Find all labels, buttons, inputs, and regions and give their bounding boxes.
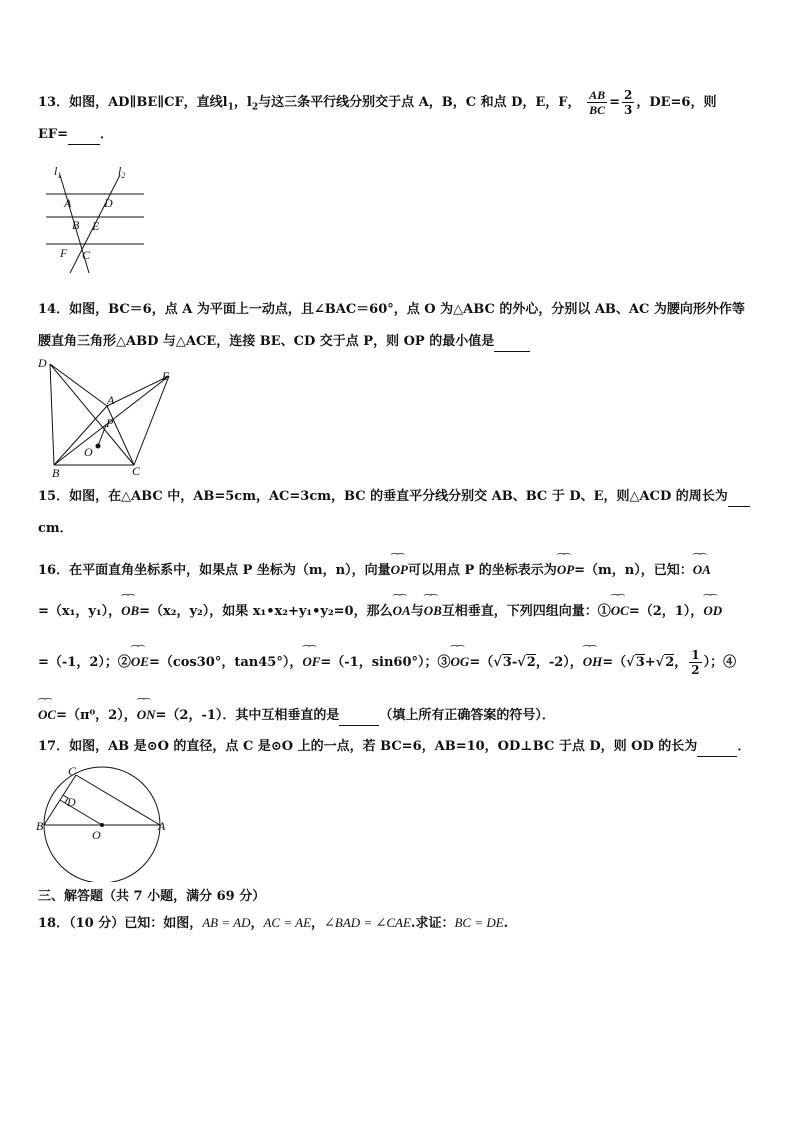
q13-text-b: ，l <box>233 95 252 110</box>
q18-math-ab-ad: AB = AD <box>202 915 251 930</box>
q14-label-E: E <box>162 369 170 383</box>
q14-answer-blank[interactable] <box>494 337 530 352</box>
q16-vector-OP: ⌒⌒ OP <box>391 556 408 580</box>
q15-text-1: 15．如图，在△ABC 中，AB=5cm，AC=3cm，BC 的垂直平分线分别交 AB、BC 于 D、E，则△ACD 的周长为 <box>38 489 728 504</box>
q17-answer-blank[interactable] <box>697 742 737 757</box>
q16-vector-OE: ⌒⌒ OE <box>131 648 149 672</box>
q14-line2 <box>38 332 530 352</box>
q13-figure <box>40 163 150 283</box>
q16-vector-OC: ⌒⌒ OC <box>38 701 56 725</box>
q17-text-a: 17．如图，AB 是⊙O 的直径，点 C 是⊙O 上的一点，若 BC=6，AB=10，OD⊥BC 于点 D，则 OD 的长为 <box>38 739 698 754</box>
q18-math-ac-ae: AC = AE <box>263 915 312 930</box>
q13-label-F: F <box>60 246 68 260</box>
q14-label-B: B <box>52 466 60 480</box>
q15-line2 <box>38 519 73 539</box>
q18-line1: 18．（10 分）已知：如图，AB = AD，AC = AE，∠BAD = ∠CAE.求证：BC = DE. <box>38 915 509 931</box>
q14-text-2: 腰直角三角形△ABD 与△ACE，连接 BE、CD 交于点 P，则 OP 的最小值是 <box>38 334 495 349</box>
q13-text-e: EF= <box>38 127 69 142</box>
section3-heading: 三、解答题（共 7 小题，满分 69 分） <box>38 889 266 904</box>
q17-label-A: A <box>158 819 166 833</box>
q16-vector-OD: ⌒⌒ OD <box>703 597 722 621</box>
q13-fraction-ab-bc: $\frac{AB}{BC}$ <box>589 88 606 117</box>
q18-math-bc-de: BC = DE <box>454 915 504 930</box>
q18-math-angles: ∠BAD = ∠CAE <box>324 915 411 930</box>
q14-line1 <box>38 300 745 320</box>
q13-text-a: 13．如图，AD∥BE∥CF，直线l <box>38 95 228 110</box>
q13-label-l1: $l_1$ <box>54 164 62 180</box>
q13-label-C: C <box>82 248 91 262</box>
q13-line1 <box>38 88 716 118</box>
q16-vector-OH: ⌒⌒ OH <box>583 648 603 672</box>
q16-vector-OB: ⌒⌒ OB <box>424 597 442 621</box>
q16-sqrt3: 3 <box>502 655 512 670</box>
q13-label-D: D <box>104 196 113 210</box>
q13-fraction-2-3: $\frac{2}{3}$ <box>623 88 633 117</box>
q14-label-C: C <box>132 464 141 478</box>
q16-sqrt2: 2 <box>526 655 536 670</box>
q13-text-d: ，DE=6，则 <box>636 95 717 110</box>
q13-answer-blank[interactable] <box>68 130 100 145</box>
q17-label-C: C <box>68 764 77 778</box>
q16-line2: =（x₁，y₁），⌒⌒ OB=（x₂，y₂），如果 x₁•x₂+y₁•y₂=0，那么⌒⌒ OA与⌒⌒ OB互相垂直，下列四组向量：①⌒⌒ OC=（2，1），⌒⌒ OD <box>38 597 722 622</box>
q17-figure <box>36 764 171 882</box>
q17-label-D: D <box>67 795 76 809</box>
q13-label-l2: $l_2$ <box>118 164 126 180</box>
q14-label-D: D <box>38 356 47 370</box>
q16-vector-OC: ⌒⌒ OC <box>611 597 629 621</box>
q16-fraction-half: $\frac{1}{2}$ <box>691 648 700 677</box>
q13-text-c: 与这三条平行线分别交于点 A，B，C 和点 D，E，F， <box>258 95 581 110</box>
q16-answer-blank[interactable] <box>339 711 379 726</box>
q16-vector-ON: ⌒⌒ ON <box>137 701 156 725</box>
q14-label-O: O <box>84 445 93 459</box>
q13-line2 <box>38 125 113 145</box>
q16-line1: 16．在平面直角坐标系中，如果点 P 坐标为（m，n），向量⌒⌒ OP可以用点 P 的坐标表示为⌒⌒ OP=（m，n），已知：⌒⌒ OA <box>38 556 711 581</box>
q17-label-B: B <box>36 819 44 833</box>
q13-label-A: A <box>64 196 72 210</box>
q16-line4: ⌒⌒ OC=（π⁰，2），⌒⌒ ON=（2，-1）．其中互相垂直的是 （填上所有正确答案的符号）． <box>38 701 555 726</box>
q13-label-E: E <box>92 219 100 233</box>
q16-vector-OP: ⌒⌒ OP <box>557 556 574 580</box>
q16-vector-OB: ⌒⌒ OB <box>121 597 139 621</box>
q15-answer-blank[interactable] <box>728 492 750 507</box>
q13-label-B: B <box>72 218 80 232</box>
q14-label-A: A <box>107 393 115 407</box>
q13-text-f: ． <box>100 127 114 142</box>
q17-label-O: O <box>92 828 101 842</box>
q13-sub2: 2 <box>251 102 259 113</box>
q16-line3: =（-1，2）；②⌒⌒ OE=（cos30°，tan45°），⌒⌒ OF=（-1，sin60°）；③⌒⌒ OG=（√3-√2，-2），⌒⌒ OH=（√3+√2， $\frac{1}{2}$ ）；④ <box>38 648 736 677</box>
q15-text-2: cm． <box>38 521 73 536</box>
q16-sqrt2: 2 <box>665 655 675 670</box>
q16-vector-OA: ⌒⌒ OA <box>393 597 411 621</box>
q15-line1 <box>38 487 750 507</box>
q13-sub1: 1 <box>227 102 234 113</box>
q17-line1 <box>38 737 750 757</box>
q16-sqrt3: 3 <box>635 655 645 670</box>
q16-vector-OG: ⌒⌒ OG <box>451 648 470 672</box>
q16-vector-OF: ⌒⌒ OF <box>302 648 320 672</box>
q13-equals: = <box>609 95 620 110</box>
q14-text-1: 14．如图，BC＝6，点 A 为平面上一动点，且∠BAC＝60°，点 O 为△ABC 的外心，分别以 AB、AC 为腰向形外作等 <box>38 302 745 317</box>
q14-figure <box>36 355 181 480</box>
q17-text-b: ． <box>737 739 751 754</box>
q14-label-P: P <box>106 416 114 430</box>
q16-vector-OA: ⌒⌒ OA <box>693 556 711 580</box>
